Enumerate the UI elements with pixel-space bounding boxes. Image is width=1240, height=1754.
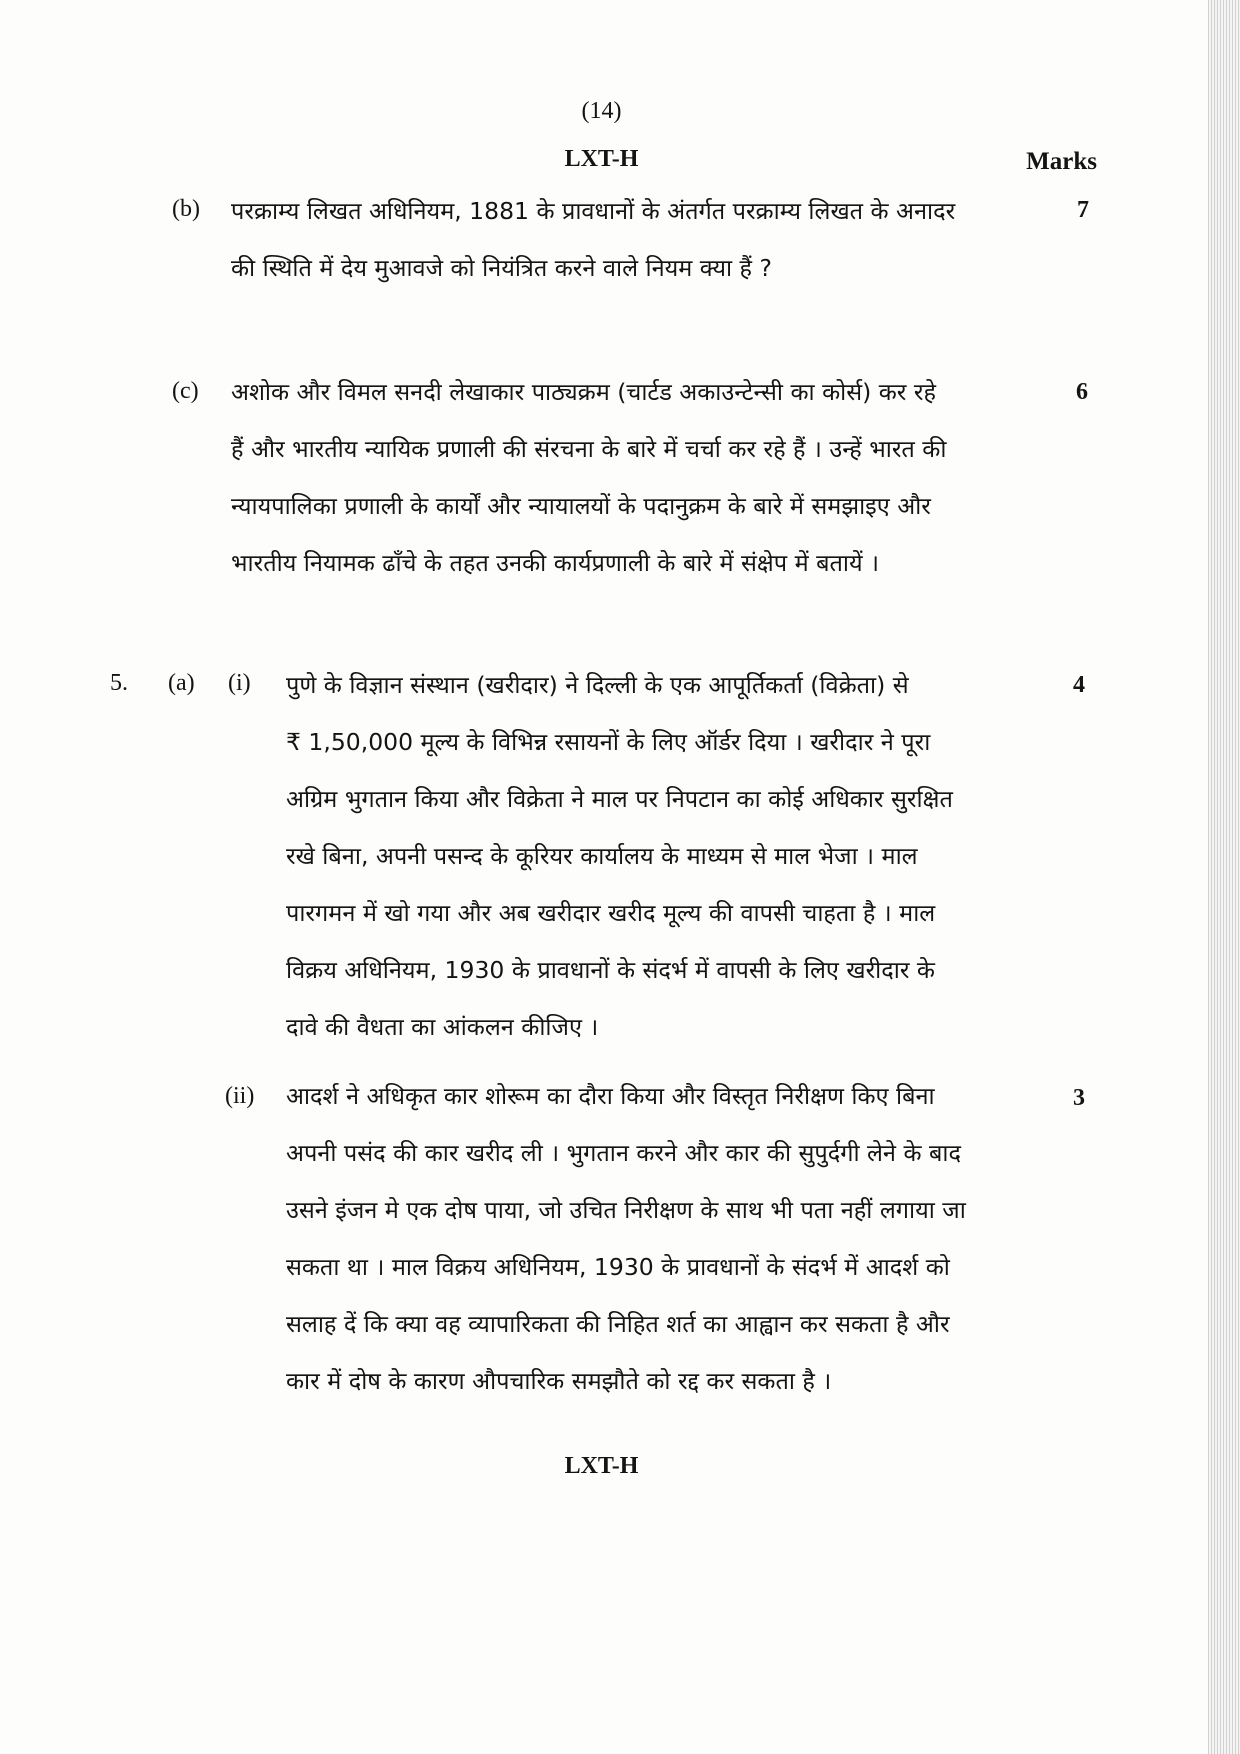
- text-line: सलाह दें कि क्या वह व्यापारिकता की निहित शर्त का आह्वान कर सकता है और: [286, 1310, 950, 1338]
- text-line: आदर्श ने अधिकृत कार शोरूम का दौरा किया और विस्तृत निरीक्षण किए बिना: [286, 1082, 935, 1110]
- question-text-4b: [231, 183, 1009, 297]
- text-line: अपनी पसंद की कार खरीद ली । भुगतान करने और कार की सुपुर्दगी लेने के बाद: [286, 1139, 961, 1167]
- text-line: दावे की वैधता का आंकलन कीजिए ।: [286, 1013, 599, 1041]
- paper-code-footer: LXT-H: [564, 1453, 639, 1479]
- question-label-5a-ii: (ii): [225, 1083, 255, 1109]
- question-label-5a-i: (i): [228, 670, 251, 696]
- text-line: उसने इंजन मे एक दोष पाया, जो उचित निरीक्षण के साथ भी पता नहीं लगाया जा: [286, 1196, 966, 1224]
- text-line: कार में दोष के कारण औपचारिक समझौते को रद्द कर सकता है ।: [286, 1367, 832, 1395]
- question-text-5a-i: [286, 657, 1004, 1056]
- text-line: की स्थिति में देय मुआवजे को नियंत्रित करने वाले नियम क्या हैं ?: [231, 254, 772, 282]
- marks-value-5a-ii: 3: [1073, 1085, 1085, 1111]
- text-line: पुणे के विज्ञान संस्थान (खरीदार) ने दिल्ली के एक आपूर्तिकर्ता (विक्रेता) से: [286, 671, 909, 699]
- marks-value-5a-i: 4: [1073, 672, 1085, 698]
- question-number-5: 5.: [110, 670, 128, 696]
- question-label-4c: (c): [172, 378, 199, 404]
- text-line: भारतीय नियामक ढाँचे के तहत उनकी कार्यप्रणाली के बारे में संक्षेप में बतायें ।: [231, 549, 880, 577]
- marks-value-4c: 6: [1076, 379, 1088, 405]
- text-line: रखे बिना, अपनी पसन्द के कूरियर कार्यालय के माध्यम से माल भेजा । माल: [286, 842, 918, 870]
- question-text-5a-ii: [286, 1068, 1004, 1410]
- marks-column-header: Marks: [1026, 148, 1097, 175]
- text-line: अशोक और विमल सनदी लेखाकार पाठ्यक्रम (चार्टड अकाउन्टेन्सी का कोर्स) कर रहे: [231, 378, 936, 406]
- text-line: हैं और भारतीय न्यायिक प्रणाली की संरचना के बारे में चर्चा कर रहे हैं । उन्हें भारत की: [231, 435, 947, 463]
- scan-edge-stripes: [1208, 0, 1240, 1754]
- text-line: अग्रिम भुगतान किया और विक्रेता ने माल पर निपटान का कोई अधिकार सुरक्षित: [286, 785, 953, 813]
- question-label-4b: (b): [172, 196, 200, 222]
- text-line: ₹ 1,50,000 मूल्य के विभिन्न रसायनों के लिए ऑर्डर दिया । खरीदार ने पूरा: [286, 728, 931, 756]
- text-line: न्यायपालिका प्रणाली के कार्यों और न्यायालयों के पदानुक्रम के बारे में समझाइए और: [231, 492, 931, 520]
- marks-value-4b: 7: [1077, 197, 1089, 223]
- text-line: परक्राम्य लिखत अधिनियम, 1881 के प्रावधानों के अंतर्गत परक्राम्य लिखत के अनादर: [231, 197, 956, 225]
- question-text-4c: [231, 364, 1009, 592]
- text-line: पारगमन में खो गया और अब खरीदार खरीद मूल्य की वापसी चाहता है । माल: [286, 899, 936, 927]
- page-number: (14): [581, 98, 622, 124]
- text-line: विक्रय अधिनियम, 1930 के प्रावधानों के संदर्भ में वापसी के लिए खरीदार के: [286, 956, 935, 984]
- text-line: सकता था । माल विक्रय अधिनियम, 1930 के प्रावधानों के संदर्भ में आदर्श को: [286, 1253, 950, 1281]
- paper-code-header: LXT-H: [564, 146, 639, 172]
- question-label-5a: (a): [168, 670, 195, 696]
